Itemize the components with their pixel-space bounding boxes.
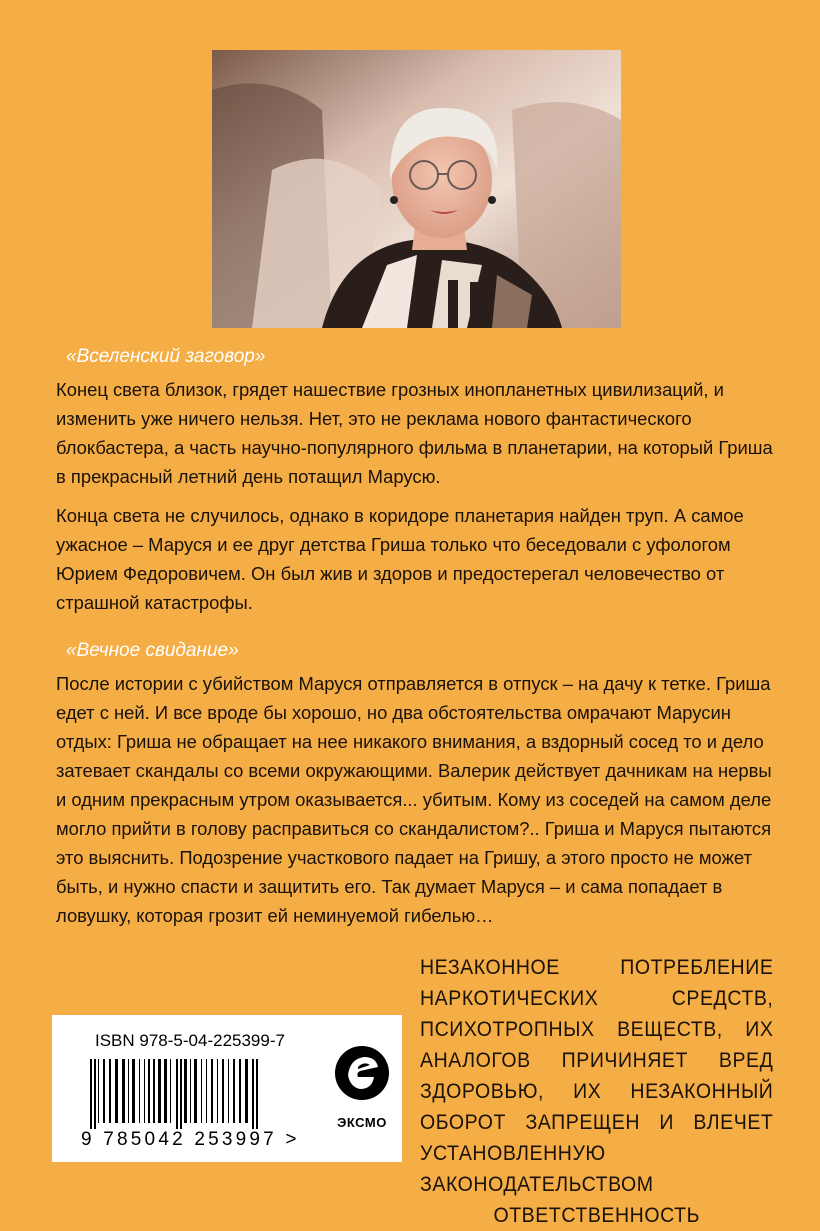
story-1 [56,345,776,617]
barcode-bar [94,1059,96,1129]
health-warning: НЕЗАКОННОЕ ПОТРЕБЛЕНИЕ НАРКОТИЧЕСКИХ СРЕДСТВ, ПСИХОТРОПНЫХ ВЕЩЕСТВ, ИХ АНАЛОГОВ ПРИЧИНЯЕТ ВРЕД ЗДОРОВЬЮ, ИХ НЕЗАКОННЫЙ ОБОРОТ ЗАПРЕЩЕН И ВЛЕЧЕТ УСТАНОВЛЕННУЮ ЗАКОНОДАТЕЛЬСТВОМ ОТВЕТСТВЕННОСТЬ [420,956,774,1227]
barcode-bar [148,1059,150,1123]
story-paragraph: Конец света близок, грядет нашествие грозных инопланетных цивилизаций, и изменить уже ничего нельзя. Нет, это не реклама нового фантастического блокбастера, а часть научно-популярного фильма в планетарии, на который Гриша в прекрасный летний день потащил Марусю. [56,379,773,487]
barcode-bar [98,1059,99,1123]
barcode-bar [132,1059,135,1123]
barcode-bar [252,1059,254,1129]
author-photo [212,50,621,328]
isbn-label: ISBN 978-5-04-225399-7 [95,1031,285,1050]
barcode-bar [109,1059,111,1123]
barcode-bar [211,1059,213,1123]
barcode-bar [190,1059,191,1123]
barcode-bar [128,1059,129,1123]
annotation [56,345,776,940]
barcode-bar [122,1059,125,1123]
barcode-bar [144,1059,145,1123]
story-paragraph: После истории с убийством Маруся отправляется в отпуск – на дачу к тетке. Гриша едет с ней. И все вроде бы хорошо, но два обстоятельства омрачают Марусин отдых: Гриша не обращает на нее никакого внимания, а вздорный сосед то и дело затевает скандалы со всеми окружающими. Валерик действует дачникам на нервы и одним прекрасным утром оказывается... убитым. Кому из соседей на самом деле могло прийти в голову расправиться со скандалистом?.. Гриша и Маруся пытаются это выяснить. Подозрение участкового падает на Гришу, а этого просто не может быть, и нужно спасти и защитить его. Так думает Маруся – и сама попадает в ловушку, которая грозит ей неминуемой гибелью… [56,673,772,926]
barcode-bar [245,1059,248,1123]
barcode-bar [153,1059,155,1123]
barcode-bar [176,1059,178,1129]
barcode-bar [256,1059,258,1129]
barcode-bar [115,1059,118,1123]
barcode-bar [228,1059,229,1123]
story-paragraph: Конца света не случилось, однако в коридоре планетария найден труп. А самое ужасное – Маруся и ее друг детства Гриша только что беседовали с уфологом Юрием Федоровичем. Он был жив и здоров и предостерегал человечество от страшной катастрофы. [56,505,744,613]
story-title: «Вечное свидание» [66,640,239,661]
barcode-bar [239,1059,241,1123]
barcode-bar [90,1059,92,1129]
isbn-block [52,1015,402,1162]
barcode [88,1059,318,1129]
barcode-bar [164,1059,167,1123]
eksmo-logo-icon [334,1045,390,1101]
barcode-bar [222,1059,224,1123]
barcode-bar [180,1059,182,1129]
publisher-name: ЭКСМО [337,1115,387,1130]
story-2 [56,639,776,930]
barcode-bar [233,1059,235,1123]
barcode-bar [184,1059,187,1123]
barcode-bar [103,1059,105,1123]
barcode-bar [170,1059,171,1123]
barcode-bar [206,1059,207,1123]
barcode-bar [201,1059,202,1123]
barcode-digits: 9 785042 253997 > [81,1129,300,1150]
barcode-bar [217,1059,218,1123]
barcode-bar [194,1059,197,1123]
story-title: «Вселенский заговор» [66,346,266,367]
barcode-bar [158,1059,161,1123]
barcode-bar [139,1059,140,1123]
